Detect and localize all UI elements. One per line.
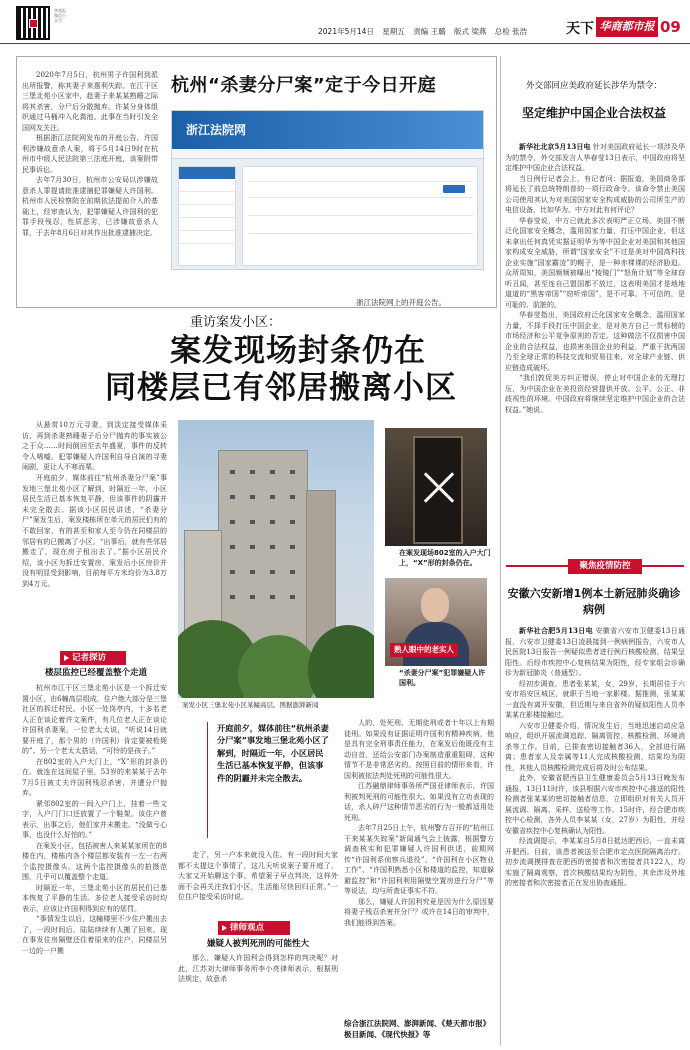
editor-credit: 责编 王璐 — [413, 27, 446, 36]
main-story-lead — [22, 420, 167, 590]
dateline: 新华社北京5月13日电 — [519, 142, 591, 151]
paragraph: 在802室的入户大门上，“X”形的封条仍在。就连在这间屋子里，53岁的来某某于去年7月5日被丈夫许国利残忍杀害，并遭分尸抛弃。 — [22, 757, 167, 797]
epidemic-tag-label: 聚焦疫情防控 — [568, 559, 642, 574]
date-line — [318, 26, 533, 38]
paragraph: “我们敦促美方纠正错误，停止对中国企业的无理打压，为中国企业在美投资经营提供开放、公平、公正、非歧视性的环境。中国政府将继续坚定维护中国企业的合法权益。”她说。 — [505, 374, 685, 414]
right-story-kicker: 外交部回应美政府延长涉华为禁令： — [525, 81, 662, 91]
suspect-photo-tag: 熟人眼中的老实人 — [390, 643, 458, 657]
court-website-screenshot — [171, 110, 484, 270]
top-story-body — [22, 70, 158, 238]
door-photo-caption: 在案发现场802室的入户大门上，“X”形的封条仍在。 — [399, 549, 491, 567]
paragraph: 当日例行记者会上，有记者问：据报道，美国商务部将延长了前总统特朗普的一项行政命令。该命令禁止美国公司使用其认为对美国国家安全构成威胁的公司所生产的电信设备，比如华为。中方对此有何评论？ — [505, 174, 685, 214]
site-sidebar — [178, 166, 236, 266]
paragraph: 2020年7月5日，杭州男子许国利到派出所报警，称其妻子来惠利失踪。在江干区三堡北苑小区家中，趁妻子来某某熟睡之际将其杀害，分尸后分散抛弃。许某分身体组织通过马桶冲入化粪池。此事在当时引发全国网友关注。 — [22, 71, 158, 132]
pull-quote-text: 开庭前夕，媒体前往“杭州杀妻分尸案”事发地三堡北苑小区了解到，时隔近一年，小区居民生活已基本恢复平静，但该事件的阴霾并未完全散去。 — [217, 723, 329, 783]
paragraph: 杭州市江干区三堡北苑小区是一个拆迁安置小区，由6幢高层组成，住户绝大部分是三堡社区的拆迁村民。小区一处岗亭内，十多名老人正在谈论着许文案件，有几位老人正在谈论许国利杀妻案。一位老太太说，“听说14日就要开庭了，那个男的（许国利）肯定要被枪毙的”。另一个老太太搭话，“可怜的是孩子。” — [22, 684, 167, 755]
paragraph: 江苏融鼎律师事务所严国亚律师表示，许国利被判死刑的可能性很大。如果没有立功表现的话，杀人碎尸这种情节恶劣的行为一般都适用处死刑。 — [344, 782, 494, 822]
paragraph: 那么，嫌疑人许国利究竟是因为什么原因要将妻子残忍杀害并分尸？或许在14日的审判中，我们能得到答案。 — [344, 897, 494, 927]
paragraph: 去年7月25日上午，杭州警方召开的“杭州江干来某某失踪案”新闻通气会上披露，根据警方调查核实和犯罪嫌疑人许国利供述，前期网传“许国利系侦察兵退役”、“许国利在小区物业工作”、“许国利熟悉小区和楼道的监控，知道躲避监控”和“许国利利用隔壁空置房进行分尸”等等说法，均与所查证事实不符。 — [344, 824, 494, 895]
sealed-door-photo — [385, 428, 487, 546]
column-divider — [500, 56, 501, 1046]
paragraph: 时隔近一年，三堡北苑小区的居民们已基本恢复了平静的生活。多位老人接受采访时均表示，应该让许国利得到应有的惩罚。 — [22, 883, 167, 913]
top-story-title: 杭州“杀妻分尸案”定于今日开庭 — [171, 75, 437, 96]
page-number: 09 — [660, 18, 681, 36]
paragraph: 紧邻802室的一间入户门上，挂着一些文字，入户门门口还放置了一个鞋架。该住户曾表示，出事之后，他们家并未搬走。“没做亏心事，也没什么好怕的。” — [22, 799, 167, 839]
paragraph: 新华社合肥5月13日电 安徽省六安市卫健委13日通报，六安市卫健委13日凌晨接到一例病例报告，六安市人民医院13日报告一例疑似患者进行例行核酸检测，结果呈阳性。后经市疾控中心复核结果为阳性，经专家组会诊确诊为新冠肺炎（普通型）。 — [505, 626, 685, 677]
site-banner — [172, 111, 483, 149]
paragraph: 去年7月30日，杭州市公安局以涉嫌故意杀人罪提请批准逮捕犯罪嫌疑人许国利。杭州市人民检察院在前期依法提前介入的基础上，经审查认为，犯罪嫌疑人许国利的犯罪手段残忍，性质恶劣，已涉嫌故意杀人罪，于去年8月6日对其作出批准逮捕决定。 — [22, 176, 158, 237]
pull-quote-rule — [207, 722, 208, 838]
paragraph: 六安市卫健委介绍，情况发生后，当地迅速启动应急响应，组织开展流调追踪、隔离管控、核酸检测、环境消杀等工作。目前，已排查密切接触者36人，全部进行隔离；患者家人及亲属等11人完成核酸检测，结果均为阴性，其他人员核酸检测完成后将及时公布结果。 — [505, 721, 685, 772]
paragraph: 华春莹说，中方已就此多次表明严正立场。美国不断泛化国家安全概念，滥用国家力量，打压中国企业，但这未拿出任何真凭实据证明华为等中国企业对美国和其他国家构成安全威胁，所谓“国家安全”不过是美对中国高科技企业实施“国家霸凌”的幌子，是一种赤裸裸的经济胁迫。众所周知，美国频频被曝出“棱镜门”“怒角计划”等全球窃听丑闻，甚至连自己盟国都不放过，这表明美国才是地地道道的“黑客帝国”“窃听帝国”，是不可靠、不可信的，是可耻的、肮脏的。 — [505, 216, 685, 309]
suspect-photo-caption: “杀妻分尸案”犯罪嫌疑人许国利。 — [399, 669, 486, 687]
pull-quote — [195, 718, 335, 842]
paragraph: 那么，嫌疑人许国利会得到怎样的判决呢？对此，江苏刘大律师事务所李小亮律师表示，根据刑法规定，故意杀 — [178, 954, 338, 983]
dateline: 新华社合肥5月13日电 — [519, 626, 593, 635]
issue-weekday: 星期五 — [382, 27, 405, 36]
lawyer-section-body — [178, 953, 338, 985]
epidemic-body — [505, 626, 685, 889]
qr-caption: 华商报微信公众号 — [54, 8, 66, 23]
building-photo-caption: 案发小区三堡北苑小区某幢高层。图据澎湃新闻 — [182, 701, 319, 709]
lawyer-subheading: 嫌疑人被判死刑的可能性大 — [206, 939, 309, 949]
site-logo: 浙江法院网 — [186, 123, 247, 137]
paragraph: 开庭前夕，媒体前往“杭州杀妻分尸案”事发地三堡北苑小区了解到，时隔近一年，小区居民生活已基本恢复平静，但该事件的阴霾并未完全散去。据该小区居民讲述，“杀妻分尸”案发生后，案发楼栋所在单元的居民们有的不敢回家，有的甚至和家人至今仍在同楼层的邻居有的已搬离了小区。“出事后，就有些邻居搬走了，现在房子租出去了。”据小区居民介绍，该小区为拆迁安置房，案发后小区房价并没有明显受到影响，目前每平方米均价为3.8万到4万元。 — [22, 473, 167, 588]
building-photo — [178, 420, 374, 698]
reporter-section-body — [22, 683, 167, 956]
right-story-title: 坚定维护中国企业合法权益 — [521, 106, 666, 120]
paragraph: 华春莹指出，美国政府泛化国家安全概念，滥用国家力量，不择手段打压中国企业，是对美方自己一贯标榜的市场经济和公平竞争原则的否定。这种做法不仅损害中国企业的合法权益，也损害美国企业的利益，严重干扰两国乃至全球正常的科技交流和贸易往来，对全球产业链、供应链造成破坏。 — [505, 311, 685, 372]
main-story-kicker: 重访案发小区： — [190, 315, 282, 330]
paragraph: 从悬赏10万元寻妻，到淡定接受媒体采访，再到杀妻熟睡妻子后分尸抛弃的事实被公之于众……时间倒回至去年盛夏，事件的反转令人唏嘘。犯罪嫌疑人许国利自导自演的寻妻闹剧，更让人不寒而栗。 — [22, 421, 167, 472]
reporter-section-tag: 记者探访 — [60, 651, 126, 665]
proof-credit: 总检 张浩 — [494, 27, 528, 36]
paragraph: 走了，另一户本来就没入住。有一段时间大家都不太提这个事情了，这几天听说案子要开庭了，大家又开始聊这个事。希望案子早点判决，这样外面不会再关注我们小区，生活能尽快回归正常。”一位住户接受采访时说。 — [178, 851, 338, 901]
paragraph: 根据浙江法院网发布的开庭公告，许国利涉嫌故意杀人案，将于5月14日9时在杭州市中级人民法院第三法庭开庭，该案附带民事诉讼。 — [22, 134, 158, 174]
paragraph: 新华社北京5月13日电 针对美国政府延长一项涉及华为的禁令，外交部发言人华春莹13日表示，中国政府将坚定维护中国企业合法权益。 — [505, 142, 685, 172]
main-story-body-col4 — [344, 718, 494, 928]
suspect-head — [421, 588, 449, 622]
main-headline-line-1: 案发现场封条仍在 — [170, 333, 426, 369]
site-nav — [172, 149, 483, 159]
site-notice-table — [242, 166, 478, 266]
main-headline-line-2: 同楼层已有邻居搬离小区 — [105, 370, 457, 406]
paragraph: 经流调提示，李某某自5月8日抵达肥西后，一直未离开肥西。目前，该患者被送至合肥市定点医院隔离治疗。初步流调摸排查在肥西的密接者和次密接者共122人，均实施了隔离观察，首次核酸结果均为阴性，其余涉及外地的密接者和次密接者正在发出协查通报。 — [505, 837, 685, 887]
issue-date: 2021年5月14日 — [318, 27, 374, 36]
paragraph: 此外，安徽省肥西县卫生健康委员会5月13日晚发布通报，13日11时许，该县根据六安市疾控中心推送的阳性检测者张某某的密切接触者信息，立即组织对有关人员开展流调、隔离、采样、送检等工作。15时许，经合肥市疾控中心检测，各外人员李某某（女，27岁）为阳性，并经安徽省疾控中心复核确认为阳性。 — [505, 774, 685, 835]
epidemic-title: 安徽六安新增1例本土新冠肺炎确诊病例 — [507, 587, 681, 616]
layout-credit: 版式 梁燕 — [453, 27, 487, 36]
paragraph: “事情发生以后，这幢楼里不少住户搬出去了，一段时间后，陆陆续续有人搬了回来。现在事发住房隔壁还住着原来的住户，同楼层另一边的一户搬 — [22, 915, 167, 955]
reporter-subheading: 楼层监控已经覆盖整个走道 — [44, 668, 147, 678]
newspaper-logo: 华商都市报 — [596, 17, 658, 37]
qr-logo-icon — [29, 19, 38, 28]
lawyer-section-tag: 律师观点 — [218, 921, 290, 935]
main-story-body-col3 — [178, 850, 338, 903]
story-sources: 综合浙江法院网、澎湃新闻、《楚天都市报》极目新闻、《现代快报》等 — [344, 1019, 491, 1039]
paragraph: 在案发小区，包括被害人来某某家所在的8楼在内，楼栋内各个楼层都安装有一左一右两个监控摄像头。这两个监控摄像头的拍摄范围，几乎可以覆盖整个走道。 — [22, 841, 167, 881]
section-name: 天下 — [566, 21, 594, 37]
screenshot-caption: 浙江法院网上的开庭公告。 — [356, 298, 446, 307]
paragraph: 人的，处死刑、无期徒刑或者十年以上有期徒刑。如果没有证据证明许国利有精神疾病，他是具有完全刑事责任能力，在案发后他既没有主动自首，还给公安部门办案制造重重阻碍，这种情节不是非常恶劣的。按照目前的情形来看，许国利被依法判处死刑的可能性很大。 — [344, 719, 494, 780]
epidemic-section-tag — [506, 559, 684, 574]
paragraph: 经初步调查，患者张某某，女，29岁，长期居住于六安市裕安区城区，就职于当地一家影楼。据推测，张某某一直没有离开安徽，但近期与来自省外的疑似阳性人员李某某在影楼接触过。 — [505, 679, 685, 719]
qr-code[interactable] — [16, 6, 50, 40]
right-story-body — [505, 142, 685, 415]
